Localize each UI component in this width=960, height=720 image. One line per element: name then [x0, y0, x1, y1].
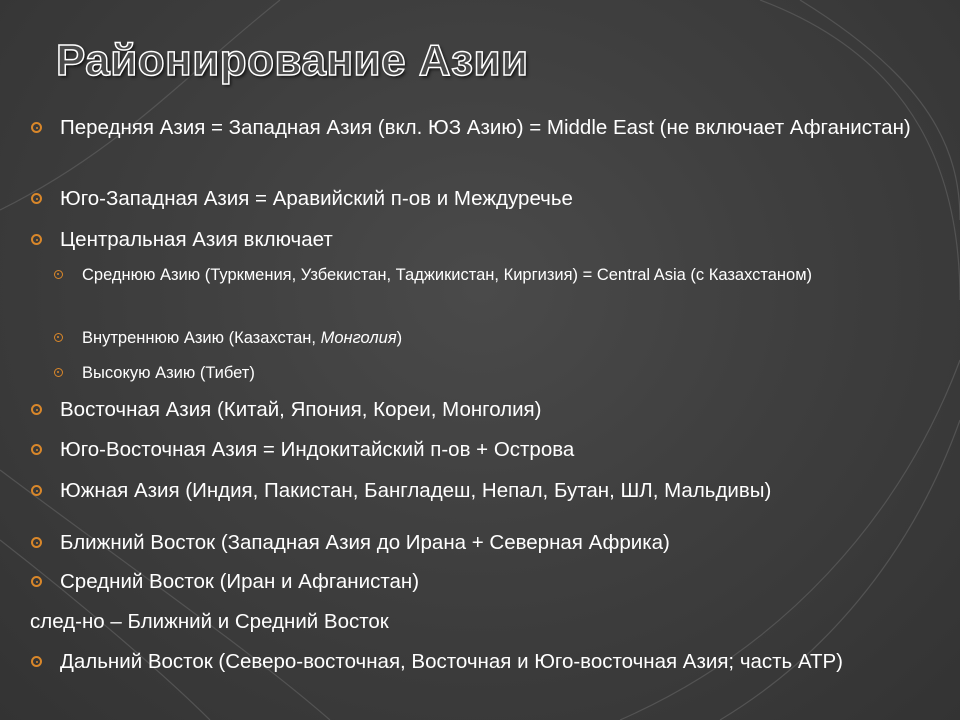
sub-list-item: [82, 360, 902, 386]
list-item-text: Южная Азия (Индия, Пакистан, Бангладеш, Непал, Бутан, ШЛ, Мальдивы): [60, 479, 772, 502]
list-item-text-end: ): [396, 329, 403, 347]
list-item-text: след-но – Ближний и Средний Восток: [30, 610, 389, 633]
list-item-text-start: Внутреннюю Азию (Казахстан,: [82, 329, 321, 347]
circle-bullet-icon: [31, 656, 42, 667]
list-item: [60, 565, 945, 598]
list-item: [60, 474, 945, 507]
circle-bullet-icon: [31, 444, 42, 455]
circle-bullet-icon: [31, 576, 42, 587]
circle-bullet-icon: [31, 485, 42, 496]
circle-bullet-icon: [31, 537, 42, 548]
list-item-text: Среднюю Азию (Туркмения, Узбекистан, Таджикистан, Киргизия) = Central Asia (с Казахстаном): [82, 266, 813, 284]
list-item: [60, 393, 945, 426]
circle-bullet-icon: [31, 122, 42, 133]
circle-bullet-icon: [31, 193, 42, 204]
sub-list-item: [82, 262, 902, 288]
list-item: [60, 223, 945, 256]
list-item-text: Ближний Восток (Западная Азия до Ирана + Северная Африка): [60, 531, 670, 554]
list-item: [60, 433, 945, 466]
circle-bullet-icon: [54, 333, 63, 342]
list-item: [60, 526, 945, 559]
list-item-text: Средний Восток (Иран и Афганистан): [60, 570, 420, 593]
sub-list-item: [82, 325, 902, 351]
plain-text-line: [30, 605, 915, 638]
list-item: [60, 182, 945, 215]
circle-bullet-icon: [54, 270, 63, 279]
list-item-text: Дальний Восток (Северо-восточная, Восточная и Юго-восточная Азия; часть АТР): [60, 650, 844, 673]
list-item: [60, 645, 945, 678]
list-item-italic-text: Монголия: [320, 329, 397, 347]
list-item-text: Юго-Западная Азия = Аравийский п-ов и Междуречье: [60, 187, 573, 210]
list-item: [60, 111, 945, 144]
circle-bullet-icon: [31, 404, 42, 415]
circle-bullet-icon: [31, 234, 42, 245]
circle-bullet-icon: [54, 368, 63, 377]
slide-title: Районирование Азии: [56, 36, 529, 85]
list-item-text: Юго-Восточная Азия = Индокитайский п-ов + Острова: [60, 438, 575, 461]
list-item-text: Центральная Азия включает: [60, 228, 333, 251]
list-item-text: Высокую Азию (Тибет): [82, 364, 255, 382]
list-item-text: Восточная Азия (Китай, Япония, Кореи, Монголия): [60, 398, 542, 421]
list-item-text: Передняя Азия = Западная Азия (вкл. ЮЗ Азию) = Middle East (не включает Афганистан): [60, 116, 911, 139]
